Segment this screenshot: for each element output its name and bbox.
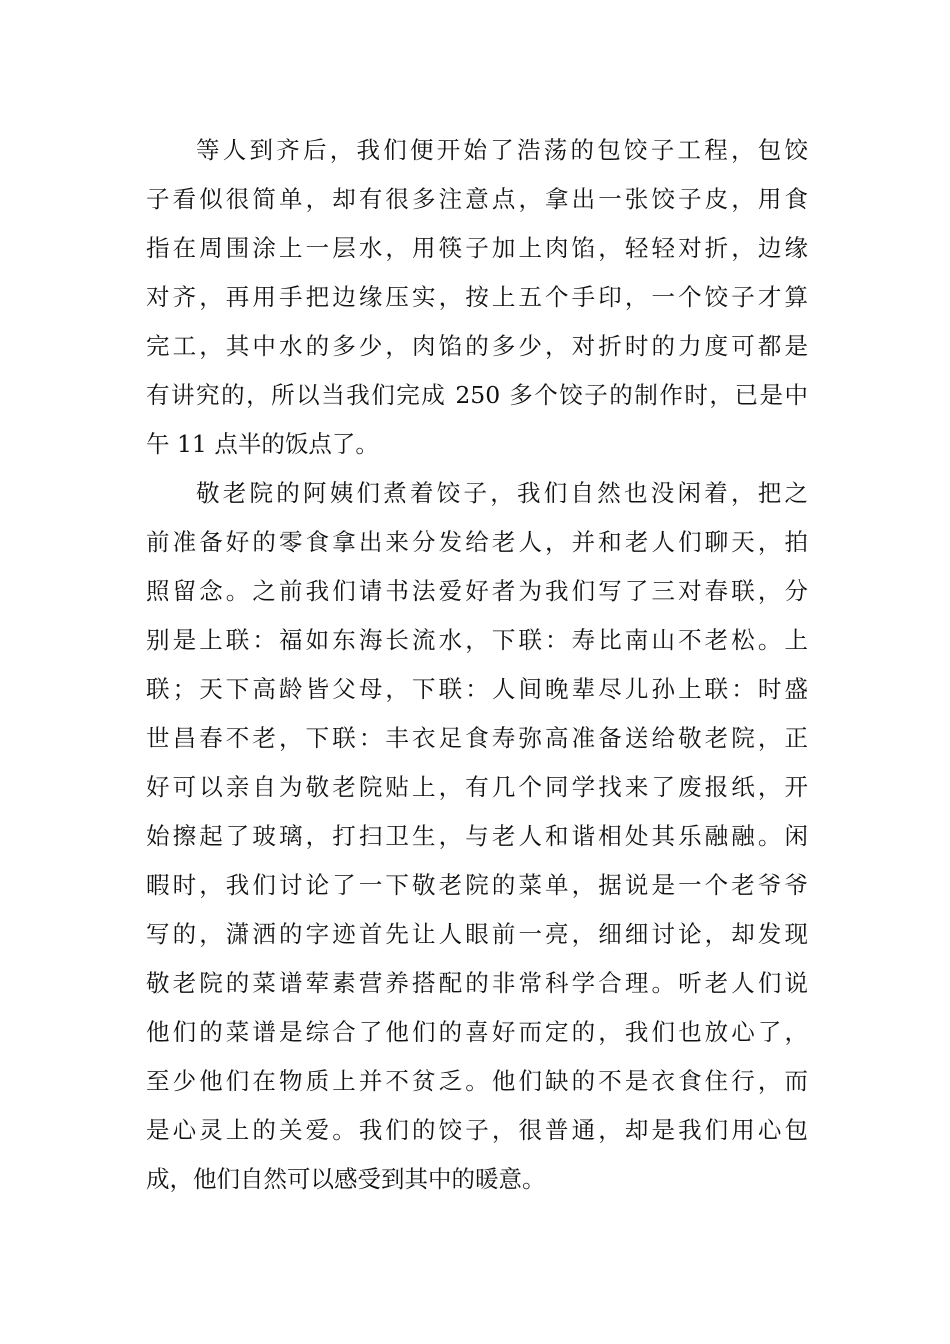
paragraph-2-line-7: 好可以亲自为敬老院贴上，有几个同学找来了废报纸，开	[146, 773, 808, 801]
paragraph-2-line-1: 敬老院的阿姨们煮着饺子，我们自然也没闲着，把之	[196, 479, 808, 507]
paragraph-1-line-2: 子看似很简单，却有很多注意点，拿出一张饺子皮，用食	[146, 185, 808, 213]
paragraph-2-line-3: 照留念。之前我们请书法爱好者为我们写了三对春联，分	[146, 577, 808, 605]
paragraph-1-line-5: 完工，其中水的多少，肉馅的多少，对折时的力度可都是	[146, 332, 808, 360]
paragraph-2-line-2: 前准备好的零食拿出来分发给老人，并和老人们聊天，拍	[146, 528, 808, 556]
paragraph-1-line-4: 对齐，再用手把边缘压实，按上五个手印，一个饺子才算	[146, 283, 808, 311]
paragraph-2-line-5: 联；天下高龄皆父母，下联：人间晚辈尽儿孙上联：时盛	[146, 675, 808, 703]
paragraph-1-line-3: 指在周围涂上一层水，用筷子加上肉馅，轻轻对折，边缘	[146, 234, 808, 262]
paragraph-2-line-6: 世昌春不老，下联：丰衣足食寿弥高准备送给敬老院，正	[146, 724, 808, 752]
paragraph-1-line-7: 午 11 点半的饭点了。	[146, 430, 379, 458]
paragraph-1-line-1: 等人到齐后，我们便开始了浩荡的包饺子工程，包饺	[196, 136, 808, 164]
paragraph-2-line-4: 别是上联：福如东海长流水，下联：寿比南山不老松。上	[146, 626, 808, 654]
paragraph-2-line-15: 成，他们自然可以感受到其中的暖意。	[146, 1165, 546, 1193]
paragraph-1-line-6: 有讲究的，所以当我们完成 250 多个饺子的制作时，已是中	[146, 381, 808, 409]
paragraph-2-line-8: 始擦起了玻璃，打扫卫生，与老人和谐相处其乐融融。闲	[146, 822, 808, 850]
paragraph-2-line-14: 是心灵上的关爱。我们的饺子，很普通，却是我们用心包	[146, 1116, 808, 1144]
paragraph-2-line-12: 他们的菜谱是综合了他们的喜好而定的，我们也放心了，	[146, 1018, 808, 1046]
paragraph-2-line-11: 敬老院的菜谱荤素营养搭配的非常科学合理。听老人们说	[146, 969, 808, 997]
paragraph-2-line-9: 暇时，我们讨论了一下敬老院的菜单，据说是一个老爷爷	[146, 871, 808, 899]
paragraph-2-line-10: 写的，潇洒的字迹首先让人眼前一亮，细细讨论，却发现	[146, 920, 808, 948]
paragraph-2-line-13: 至少他们在物质上并不贫乏。他们缺的不是衣食住行，而	[146, 1067, 808, 1095]
